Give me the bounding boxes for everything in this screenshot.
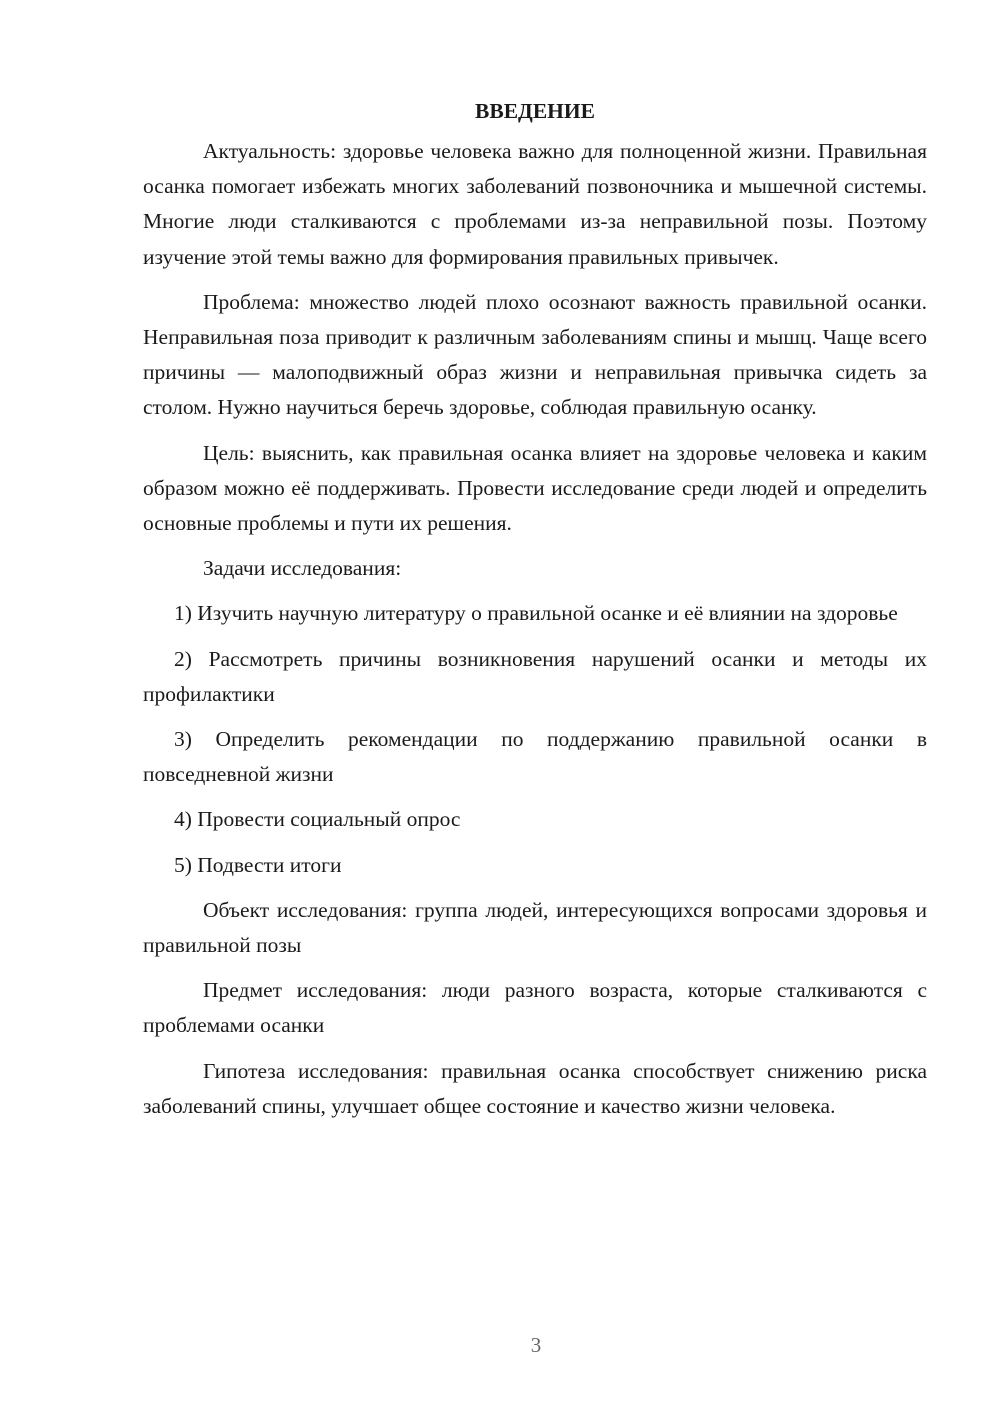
problem-paragraph: Проблема: множество людей плохо осознают важность правильной осанки. Неправильная поза приводит к различным заболеваниям спины и мышц. Чаще всего причины — малоподвижный образ жизни и неправильная привычка сидеть за столом. Нужно научиться беречь здоровье, соблюдая правильную осанку. [143, 289, 927, 420]
subject-paragraph: Предмет исследования: люди разного возраста, которые сталкиваются с проблемами осанки [143, 978, 927, 1038]
relevance-paragraph: Актуальность: здоровье человека важно для полноценной жизни. Правильная осанка помогает избежать многих заболеваний позвоночника и мышечной системы. Многие люди сталкиваются с проблемами из-за неправильной позы. Поэтому изучение этой темы важно для формирования правильных привычек. [143, 139, 927, 269]
task-item-5: 5) Подвести итоги [174, 852, 342, 877]
task-item-1: 1) Изучить научную литературу о правильной осанке и её влиянии на здоровье [174, 601, 898, 626]
object-paragraph: Объект исследования: группа людей, интересующихся вопросами здоровья и правильной позы [143, 897, 927, 958]
page-title: ВВЕДЕНИЕ [475, 99, 595, 123]
tasks-heading: Задачи исследования: [203, 556, 402, 581]
task-item-2: 2) Рассмотреть причины возникновения нарушений осанки и методы их профилактики [143, 646, 927, 706]
task-item-3: 3) Определить рекомендации по поддержанию правильной осанки в повседневной жизни [143, 727, 927, 787]
task-item-4: 4) Провести социальный опрос [174, 807, 461, 832]
goal-paragraph: Цель: выяснить, как правильная осанка влияет на здоровье человека и каким образом можно её поддерживать. Провести исследование среди людей и определить основные проблемы и пути их решения. [143, 440, 927, 536]
page-number: 3 [530, 1333, 542, 1357]
hypothesis-paragraph: Гипотеза исследования: правильная осанка способствует снижению риска заболеваний спины, улучшает общее состояние и качество жизни человека. [143, 1058, 927, 1118]
page-content [143, 96, 927, 1134]
